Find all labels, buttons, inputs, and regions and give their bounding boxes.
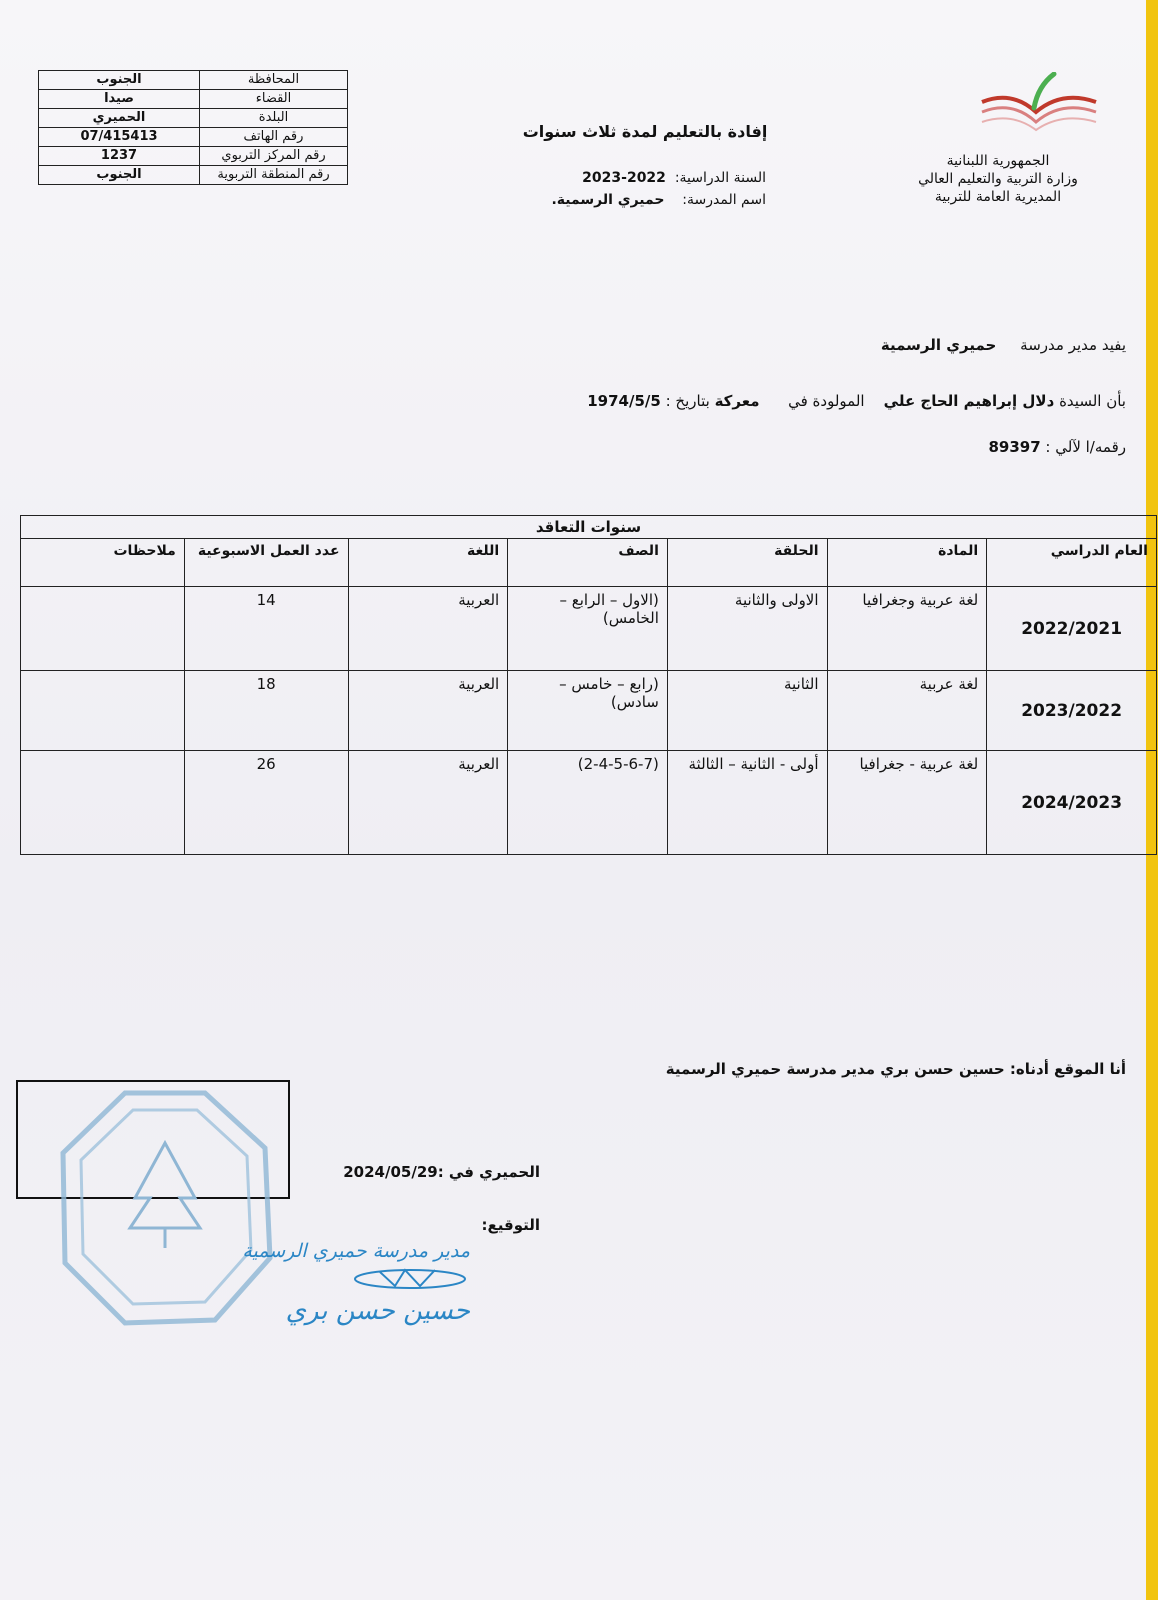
school-name-label: اسم المدرسة: bbox=[682, 192, 766, 208]
info-value: 07/415413 bbox=[39, 128, 200, 147]
cell-hours: 18 bbox=[184, 671, 348, 751]
school-info-table bbox=[38, 70, 348, 185]
teacher-name: دلال إبراهيم الحاج علي bbox=[883, 392, 1055, 410]
signer-line: أنا الموقع أدناه: حسين حسن بري مدير مدرسة حميري الرسمية bbox=[665, 1060, 1126, 1078]
info-key: المحافظة bbox=[200, 71, 348, 90]
cell-notes bbox=[21, 587, 185, 671]
republic-name: الجمهورية اللبنانية bbox=[946, 153, 1050, 169]
column-header: عدد العمل الاسبوعية bbox=[184, 539, 348, 587]
cell-grade: (2-4-5-6-7) bbox=[508, 751, 668, 855]
cell-hours: 26 bbox=[184, 751, 348, 855]
table-caption: سنوات التعاقد bbox=[21, 516, 1157, 539]
cell-lang: العربية bbox=[348, 587, 508, 671]
info-value: الجنوب bbox=[39, 71, 200, 90]
body-line2-prefix: بأن السيدة bbox=[1059, 392, 1126, 410]
handwritten-title: مدير مدرسة حميري الرسمية bbox=[242, 1240, 470, 1262]
school-year-label: السنة الدراسية: bbox=[674, 170, 766, 186]
cell-notes bbox=[21, 671, 185, 751]
info-row bbox=[39, 109, 348, 128]
ministry-header bbox=[898, 152, 1098, 206]
info-key: رقم الهاتف bbox=[200, 128, 348, 147]
cell-subject: لغة عربية bbox=[827, 671, 987, 751]
info-value: الحميري bbox=[39, 109, 200, 128]
birth-place: معركة bbox=[714, 392, 760, 410]
column-header: ملاحظات bbox=[21, 539, 185, 587]
signature-scribble bbox=[350, 1264, 470, 1294]
cell-notes bbox=[21, 751, 185, 855]
info-value: 1237 bbox=[39, 147, 200, 166]
table-row bbox=[21, 587, 1157, 671]
cell-hours: 14 bbox=[184, 587, 348, 671]
info-key: رقم المنطقة التربوية bbox=[200, 166, 348, 185]
auto-number-value: 89397 bbox=[988, 438, 1041, 456]
date-line: الحميري في :2024/05/29 bbox=[343, 1163, 540, 1181]
directorate-name: المديرية العامة للتربية bbox=[934, 189, 1062, 205]
school-name-line bbox=[530, 192, 766, 208]
info-key: البلدة bbox=[200, 109, 348, 128]
cell-year: 2023/2022 bbox=[987, 671, 1157, 751]
body-line1-prefix: يفيد مدير مدرسة bbox=[1020, 336, 1126, 354]
cell-lang: العربية bbox=[348, 671, 508, 751]
info-key: القضاء bbox=[200, 90, 348, 109]
school-name-value: حميري الرسمية. bbox=[551, 192, 665, 208]
cell-lang: العربية bbox=[348, 751, 508, 855]
column-header: اللغة bbox=[348, 539, 508, 587]
cell-subject: لغة عربية وجغرافيا bbox=[827, 587, 987, 671]
school-year-line bbox=[540, 170, 766, 186]
body-line2-mid: المولودة في bbox=[788, 392, 865, 410]
body-line-3 bbox=[988, 438, 1126, 456]
ministry-name: وزارة التربية والتعليم العالي bbox=[918, 171, 1078, 187]
cell-cycle: الثانية bbox=[667, 671, 827, 751]
handwritten-signature bbox=[240, 1240, 470, 1326]
table-row bbox=[21, 671, 1157, 751]
contract-years-table bbox=[20, 515, 1157, 855]
cell-subject: لغة عربية - جغرافيا bbox=[827, 751, 987, 855]
document-title: إفادة بالتعليم لمدة ثلاث سنوات bbox=[522, 122, 768, 141]
column-header: العام الدراسي bbox=[987, 539, 1157, 587]
info-row bbox=[39, 128, 348, 147]
birth-date: 1974/5/5 bbox=[587, 392, 661, 410]
cell-year: 2022/2021 bbox=[987, 587, 1157, 671]
handwritten-name: حسين حسن بري bbox=[285, 1296, 470, 1326]
cell-cycle: أولى - الثانية – الثالثة bbox=[667, 751, 827, 855]
signature-label: التوقيع: bbox=[481, 1216, 540, 1234]
cell-grade: (الاول – الرابع – الخامس) bbox=[508, 587, 668, 671]
column-header: المادة bbox=[827, 539, 987, 587]
info-row bbox=[39, 166, 348, 185]
cell-year: 2024/2023 bbox=[987, 751, 1157, 855]
cell-grade: (رابع – خامس – سادس) bbox=[508, 671, 668, 751]
cell-cycle: الاولى والثانية bbox=[667, 587, 827, 671]
table-row bbox=[21, 751, 1157, 855]
body-line-1 bbox=[881, 336, 1126, 354]
ministry-logo bbox=[978, 72, 1100, 138]
body-line1-school: حميري الرسمية bbox=[880, 336, 997, 354]
column-header: الحلقة bbox=[667, 539, 827, 587]
auto-number-label: رقمه/ا لآلي : bbox=[1045, 438, 1126, 456]
birth-date-label: بتاريخ : bbox=[665, 392, 710, 410]
info-value: الجنوب bbox=[39, 166, 200, 185]
info-row bbox=[39, 147, 348, 166]
info-row bbox=[39, 90, 348, 109]
school-year-value: 2022-2023 bbox=[582, 170, 666, 186]
body-line-2 bbox=[587, 392, 1126, 410]
info-row bbox=[39, 71, 348, 90]
info-key: رقم المركز التربوي bbox=[200, 147, 348, 166]
column-header: الصف bbox=[508, 539, 668, 587]
info-value: صيدا bbox=[39, 90, 200, 109]
